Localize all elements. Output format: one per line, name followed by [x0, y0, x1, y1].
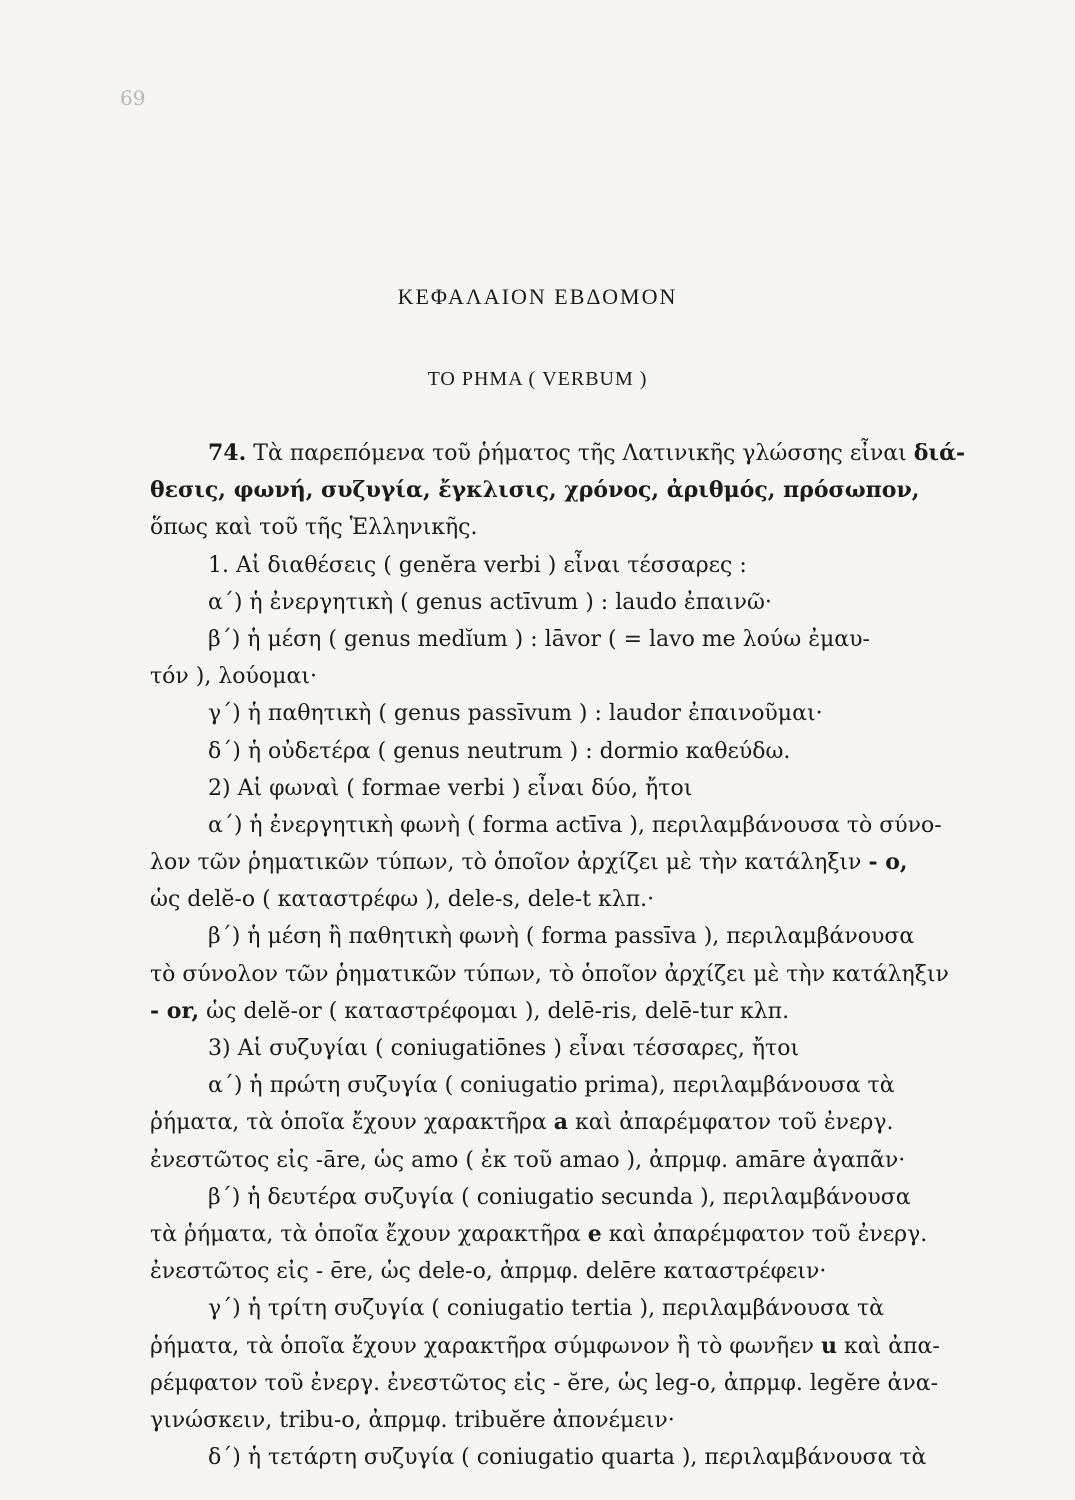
text-run: γ΄) ἡ παθητικὴ ( genus passīvum ) : laudor ἐπαινοῦμαι· [208, 701, 823, 727]
text-line [150, 1067, 1035, 1104]
text-line [150, 658, 1035, 695]
bold-text: διά- [913, 440, 966, 466]
text-line [150, 1142, 1035, 1179]
text-line [150, 844, 1035, 881]
text-line [150, 1402, 1035, 1439]
text-line [150, 1290, 1035, 1327]
text-run: 1. Αἱ διαθέσεις ( genĕra verbi ) εἶναι τέσσαρες : [208, 552, 747, 578]
bold-text: θεσις, φωνή, συζυγία, ἔγκλισις, χρόνος, ἀριθμός, πρόσωπον, [150, 477, 920, 504]
text-line [150, 881, 1035, 918]
text-run: ρέμφατον τοῦ ἐνεργ. ἐνεστῶτος εἰς - ĕre, ὡς leg-o, ἀπρμφ. legĕre ἀνα- [150, 1370, 939, 1396]
text-line [150, 993, 1035, 1030]
text-run: β΄) ἡ μέση ἢ παθητικὴ φωνὴ ( forma passīva ), περιλαμβάνουσα [208, 924, 915, 950]
text-run: α΄) ἡ ἐνεργητικὴ ( genus actīvum ) : laudo ἐπαινῶ· [208, 589, 772, 615]
text-run: ῥήματα, τὰ ὁποῖα ἔχουν χαρακτῆρα σύμφωνον ἢ τὸ φωνῆεν [150, 1333, 821, 1359]
text-line [150, 733, 1035, 770]
text-line [150, 472, 1035, 509]
bold-text: a [553, 1109, 568, 1136]
text-run: 3) Αἱ συζυγίαι ( coniugatiōnes ) εἶναι τέσσαρες, ἤτοι [208, 1036, 800, 1061]
text-run: γινώσκειν, tribu-o, ἀπρμφ. tribuĕre ἀπονέμειν· [150, 1407, 675, 1433]
text-line [150, 547, 1035, 584]
bold-text: u [820, 1332, 837, 1359]
text-line [150, 1365, 1035, 1402]
text-line [150, 918, 1035, 955]
text-line [150, 621, 1035, 658]
text-line [150, 1104, 1035, 1141]
text-line [150, 695, 1035, 732]
text-run: β΄) ἡ μέση ( genus medĭum ) : lāvor ( = lavo me λούω ἐμαυ- [208, 626, 870, 652]
text-run: δ΄) ἡ οὐδετέρα ( genus neutrum ) : dormio καθεύδω. [208, 738, 791, 764]
text-line [150, 956, 1035, 993]
text-line [150, 584, 1035, 621]
text-run: β΄) ἡ δευτέρα συζυγία ( coniugatio secunda ), περιλαμβάνουσα [208, 1184, 911, 1210]
body-text [150, 435, 1035, 1476]
text-run: τὸ σύνολον τῶν ῥηματικῶν τύπων, τὸ ὁποῖον ἀρχίζει μὲ τὴν κατάληξιν [150, 961, 949, 987]
text-line [150, 1030, 1035, 1067]
text-run: ὡς delĕ-o ( καταστρέφω ), dele-s, dele-t κλπ.· [150, 887, 655, 913]
text-run: ῥήματα, τὰ ὁποῖα ἔχουν χαρακτῆρα [150, 1110, 554, 1136]
text-run: Τὰ παρεπόμενα τοῦ ῥήματος τῆς Λατινικῆς γλώσσης εἶναι [246, 441, 914, 466]
text-run: 2) Αἱ φωναὶ ( formae verbi ) εἶναι δύο, ἤτοι [208, 775, 693, 801]
text-run: λον τῶν ῥηματικῶν τύπων, τὸ ὁποῖον ἀρχίζει μὲ τὴν κατάληξιν [150, 850, 869, 876]
text-run: ὅπως καὶ τοῦ τῆς Ἑλληνικῆς. [150, 515, 478, 541]
text-run: καὶ ἀπα- [836, 1333, 940, 1359]
text-run: ὡς delĕ-or ( καταστρέφομαι ), delē-ris, delē-tur κλπ. [199, 998, 790, 1024]
bold-text: - o, [868, 849, 908, 876]
text-line [150, 435, 1035, 472]
text-line [150, 807, 1035, 844]
page-number: 69 [120, 86, 146, 110]
text-line [150, 1216, 1035, 1253]
section-title: ΤΟ ΡΗΜΑ ( VERBUM ) [427, 368, 648, 390]
text-run: α΄) ἡ πρώτη συζυγία ( coniugatio prima), περιλαμβάνουσα τὰ [208, 1073, 895, 1099]
text-line [150, 1439, 1035, 1476]
text-line [150, 509, 1035, 546]
text-run: γ΄) ἡ τρίτη συζυγία ( coniugatio tertia ), περιλαμβάνουσα τὰ [208, 1296, 885, 1322]
text-line [150, 1179, 1035, 1216]
text-run: ἐνεστῶτος εἰς - ēre, ὡς dele-o, ἀπρμφ. delēre καταστρέφειν· [150, 1259, 827, 1285]
text-line [150, 770, 1035, 807]
text-run: δ΄) ἡ τετάρτη συζυγία ( coniugatio quarta ), περιλαμβάνουσα τὰ [208, 1445, 927, 1471]
text-run: ἐνεστῶτος εἰς -āre, ὡς amo ( ἐκ τοῦ amao ), ἀπρμφ. amāre ἀγαπᾶν· [150, 1147, 906, 1173]
text-run: τόν ), λούομαι· [150, 664, 317, 690]
bold-text: - or, [150, 997, 200, 1024]
text-line [150, 1253, 1035, 1290]
text-run: τὰ ῥήματα, τὰ ὁποῖα ἔχουν χαρακτῆρα [150, 1221, 588, 1247]
text-run: καὶ ἀπαρέμφατον τοῦ ἐνεργ. [567, 1110, 894, 1136]
paragraph-number: 74. [208, 440, 247, 466]
chapter-title: ΚΕΦΑΛΑΙΟΝ ΕΒΔΟΜΟΝ [397, 284, 678, 309]
text-line [150, 1328, 1035, 1365]
text-run: καὶ ἀπαρέμφατον τοῦ ἐνεργ. [601, 1221, 928, 1247]
bold-text: e [587, 1220, 602, 1247]
text-run: α΄) ἡ ἐνεργητικὴ φωνὴ ( forma actīva ), περιλαμβάνουσα τὸ σύνο- [208, 812, 942, 838]
